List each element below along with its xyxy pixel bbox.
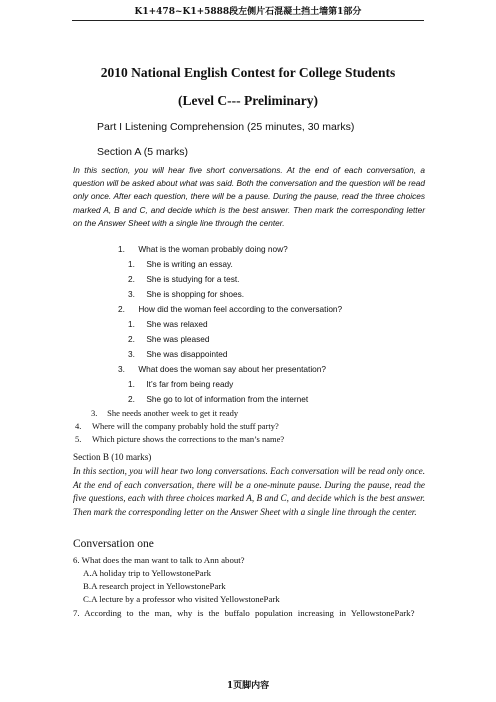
option-number: 1. [128,259,135,269]
option [128,259,233,269]
option [128,394,308,404]
option-number: 2. [128,394,135,404]
part-heading: Part I Listening Comprehension (25 minutes, 30 marks) [97,121,355,133]
title-line-1: 2010 National English Contest for College Students [100,65,396,80]
option-text: She go to lot of information from the internet [146,394,309,404]
option-text: She is studying for a test. [146,274,240,284]
option [128,334,210,344]
question-number: 3. [118,364,125,374]
option [128,319,208,329]
option-text: She was disappointed [146,349,228,359]
option [128,349,228,359]
option-number: 3. [128,349,135,359]
conversation-heading: Conversation one [73,538,154,550]
option-b: B.A research project in YellowstonePark [83,581,226,591]
list-item [91,408,238,418]
option-text: She was relaxed [146,319,208,329]
option-number: 1. [128,379,135,389]
page-header: K1+478~K1+5888段左侧片石混凝土挡土墙第1部分 [134,7,362,17]
question-2 [118,304,342,314]
option-c: C.A lecture by a professor who visited YellowstonePark [83,594,280,604]
option-number: 1. [128,319,135,329]
option-a: A.A holiday trip to YellowstonePark [83,568,212,578]
option [128,274,239,284]
option-text: She is writing an essay. [146,259,233,269]
item-number: 3. [91,408,98,418]
question-4 [75,421,279,431]
item-text: She needs another week to get it ready [107,408,239,418]
question-5 [75,434,284,444]
question-text: What does the woman say about her presentation? [138,364,327,374]
option [128,379,233,389]
option [128,289,244,299]
question-text: Where will the company probably hold the stuff party? [91,421,279,431]
section-a-heading: Section A (5 marks) [97,146,189,158]
page-footer: 1页脚内容 [226,681,270,691]
title-line-2: (Level C--- Preliminary) [178,93,318,108]
option-text: She is shopping for shoes. [146,289,245,299]
question-6: 6. What does the man want to talk to Ann about? [73,555,245,565]
question-text: How did the woman feel according to the conversation? [138,304,343,314]
section-b-heading: Section B (10 marks) [73,452,152,462]
question-number: 1. [118,244,125,254]
header-rule [72,20,424,21]
question-number: 4. [75,421,82,431]
section-b-instructions: In this section, you will hear two long conversations. Each conversation will be read only once. At the end of each conversation, there will be a one-minute pause. During the pause, read the five questions, each with three choices marked A, B and C, and decide which is the best answer. Then mark the corresponding letter on the Answer Sheet with a single line through the center. [73,466,425,517]
option-text: It’s far from being ready [146,379,234,389]
section-a-instructions: In this section, you will hear five short conversations. At the end of each conversation, a question will be asked about what was said. Both the conversation and the question will be read only once. After each question, there will be a pause. During the pause, read the three choices marked A, B and C, and decide which is the best answer. Then mark the corresponding letter on the Answer Sheet with a single line through the center. [73,165,425,228]
question-7: 7. According to the man, why is the buffalo population increasing in YellowstonePark? [73,608,415,618]
question-3 [118,364,326,374]
question-text: What is the woman probably doing now? [138,244,288,254]
question-text: Which picture shows the corrections to the man’s name? [91,434,285,444]
question-number: 5. [75,434,82,444]
option-number: 3. [128,289,135,299]
question-number: 2. [118,304,125,314]
option-number: 2. [128,274,135,284]
question-1 [118,244,288,254]
option-text: She was pleased [146,334,210,344]
option-number: 2. [128,334,135,344]
